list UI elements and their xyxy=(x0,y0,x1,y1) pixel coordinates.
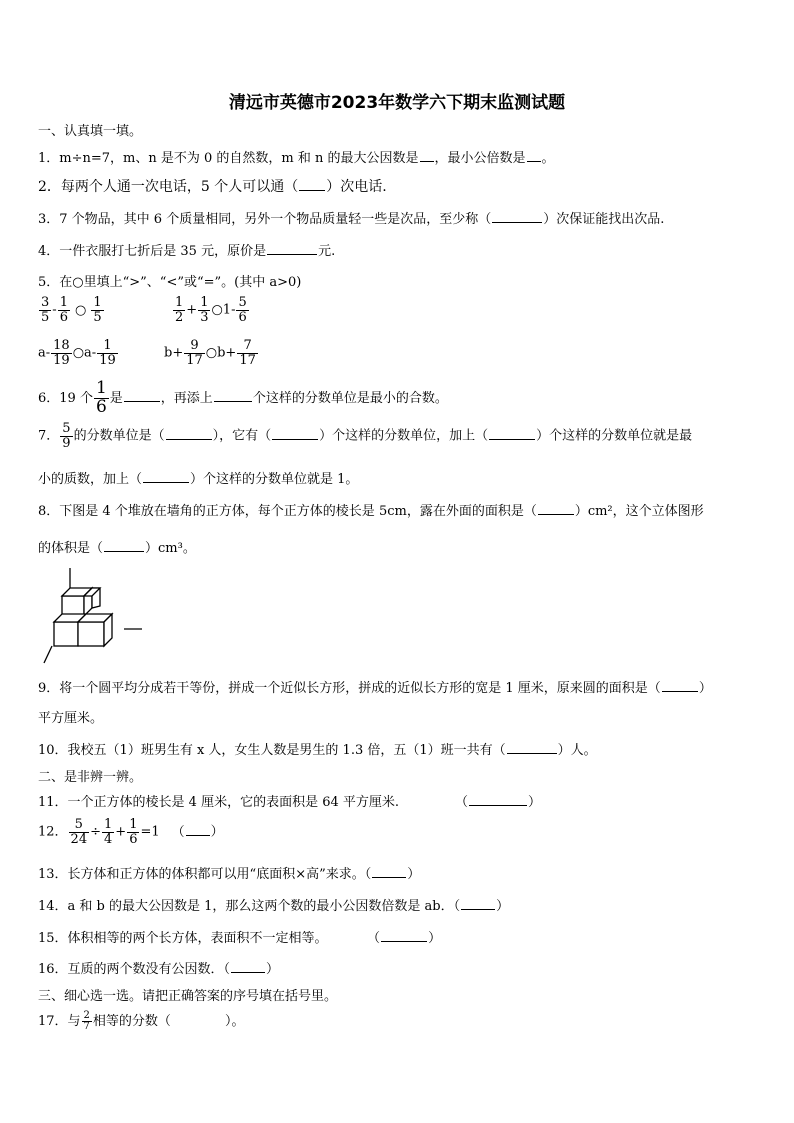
question-9: 9．将一个圆平均分成若干等份，拼成一个近似长方形，拼成的近似长方形的宽是 1 厘米，原来圆的面积是（ ） xyxy=(38,677,712,696)
answer-blank[interactable] xyxy=(492,209,542,223)
question-16: 16．互质的两个数没有公因数．（ ） xyxy=(38,958,279,977)
answer-blank[interactable] xyxy=(469,792,527,806)
fraction: $\frac{5}{9}$ xyxy=(62,421,71,451)
fraction: $\frac{18}{19}$ xyxy=(53,338,70,368)
fraction: $\frac{1}{5}$ xyxy=(93,295,102,325)
question-1: 1．m÷n=7，m、n 是不为 0 的自然数，m 和 n 的最大公因数是 ，最小公倍数是 。 xyxy=(38,147,555,166)
question-10: 10．我校五（1）班男生有 x 人，女生人数是男生的 1.3 倍，五（1）班一共有（ ）人。 xyxy=(38,739,597,758)
answer-blank[interactable] xyxy=(420,148,434,162)
fraction: $\frac{7}{17}$ xyxy=(239,338,256,368)
answer-blank[interactable] xyxy=(272,426,318,440)
question-17: 17．与 $\frac{2}{7}$ 相等的分数（ ）。 xyxy=(38,1009,245,1032)
answer-blank[interactable] xyxy=(662,678,698,692)
answer-blank[interactable] xyxy=(299,177,325,191)
answer-blank[interactable] xyxy=(267,241,317,255)
compare-row-2a: a- $\frac{18}{19}$ ○a- $\frac{1}{19}$ xyxy=(38,338,116,368)
answer-blank[interactable] xyxy=(372,864,406,878)
fraction: $\frac{1}{3}$ xyxy=(200,295,209,325)
question-3: 3．7 个物品，其中 6 个质量相同，另外一个物品质量轻一些是次品，至少称（ ）次保证能找出次品. xyxy=(38,208,664,227)
fraction: $\frac{2}{7}$ xyxy=(83,1009,90,1032)
page-title: 清远市英德市2023年数学六下期末监测试题 xyxy=(228,93,566,113)
fraction: $\frac{1}{6}$ xyxy=(129,817,138,847)
answer-blank[interactable] xyxy=(489,426,535,440)
question-8: 8．下图是 4 个堆放在墙角的正方体，每个正方体的棱长是 5cm，露在外面的面积是（ ）cm²，这个立体图形 xyxy=(38,500,704,519)
compare-row-1b: $\frac{1}{2}$ + $\frac{1}{3}$ ○1- $\frac{5}{6}$ xyxy=(175,295,247,325)
fraction: $\frac{3}{5}$ xyxy=(41,295,50,325)
compare-row-1a: $\frac{3}{5}$ - $\frac{1}{6}$ ○ $\frac{1}{5}$ xyxy=(41,295,102,325)
cubes-drawing xyxy=(38,566,148,666)
question-8-cont: 的体积是（ ）cm³。 xyxy=(38,537,196,556)
fraction: $\frac{5}{6}$ xyxy=(238,295,247,325)
question-13: 13．长方体和正方体的体积都可以用“底面积×高”来求。（ ） xyxy=(38,863,420,882)
question-6: 6．19 个 $\frac{1}{6}$ 是 ，再添上 个这样的分数单位是最小的合数。 xyxy=(38,378,448,417)
question-12: 12． $\frac{5}{24}$ ÷ $\frac{1}{4}$ + $\frac{1}{6}$ =1 （ ） xyxy=(38,817,224,847)
answer-blank[interactable] xyxy=(527,148,541,162)
compare-circle[interactable]: ○a- xyxy=(72,345,97,361)
answer-blank[interactable] xyxy=(124,388,160,402)
fraction: $\frac{1}{6}$ xyxy=(59,295,68,325)
question-15: 15．体积相等的两个长方体，表面积不一定相等。 （ ） xyxy=(38,927,441,946)
question-2: 2．每两个人通一次电话，5 个人可以通（ ）次电话. xyxy=(38,179,387,195)
answer-blank[interactable] xyxy=(461,896,495,910)
answer-blank[interactable] xyxy=(507,740,557,754)
question-7-cont: 小的质数，加上（ ）个这样的分数单位就是 1。 xyxy=(38,468,358,487)
answer-blank[interactable] xyxy=(166,426,212,440)
answer-blank[interactable] xyxy=(231,959,265,973)
answer-blank[interactable] xyxy=(538,501,574,515)
question-9-cont: 平方厘米。 xyxy=(38,711,104,726)
question-7: 7． $\frac{5}{9}$ 的分数单位是（ ），它有（ ）个这样的分数单位，加上（ ）个这样的分数单位就是最 xyxy=(38,421,693,451)
answer-blank[interactable] xyxy=(214,388,252,402)
answer-blank[interactable] xyxy=(143,469,189,483)
answer-blank[interactable] xyxy=(381,928,427,942)
fraction: $\frac{9}{17}$ xyxy=(186,338,203,368)
section-3-heading: 三、细心选一选。请把正确答案的序号填在括号里。 xyxy=(38,989,338,1004)
question-5: 5．在○里填上“>”、“<”或“=”。(其中 a>0) xyxy=(38,275,302,290)
compare-circle[interactable]: ○1- xyxy=(211,302,236,318)
compare-circle[interactable]: ○ xyxy=(74,302,87,318)
question-11: 11．一个正方体的棱长是 4 厘米，它的表面积是 64 平方厘米. （ ） xyxy=(38,791,541,810)
section-1-heading: 一、认真填一填。 xyxy=(38,124,143,139)
fraction: $\frac{1}{6}$ xyxy=(95,378,107,417)
question-14: 14．a 和 b 的最大公因数是 1，那么这两个数的最小公因数倍数是 ab．（ ） xyxy=(38,895,509,914)
question-4: 4．一件衣服打七折后是 35 元，原价是 元. xyxy=(38,240,335,259)
fraction: $\frac{5}{24}$ xyxy=(70,817,88,847)
answer-blank[interactable] xyxy=(104,538,144,552)
answer-blank[interactable] xyxy=(186,822,210,836)
stacked-cubes-figure xyxy=(38,566,148,670)
section-2-heading: 二、是非辨一辨。 xyxy=(38,770,143,785)
compare-row-2b: b+ $\frac{9}{17}$ ○b+ $\frac{7}{17}$ xyxy=(164,338,256,368)
compare-circle[interactable]: ○b+ xyxy=(205,345,237,361)
fraction: $\frac{1}{19}$ xyxy=(99,338,116,368)
fraction: $\frac{1}{2}$ xyxy=(175,295,184,325)
fraction: $\frac{1}{4}$ xyxy=(104,817,113,847)
